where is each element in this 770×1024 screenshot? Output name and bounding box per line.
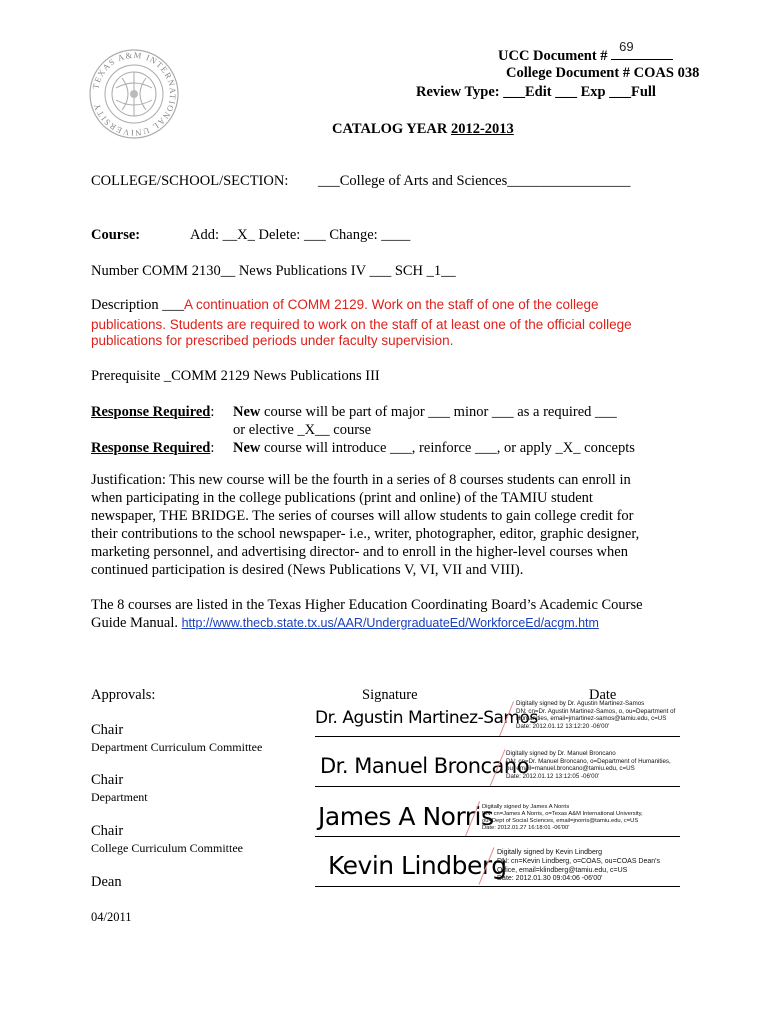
signature-line-1 — [315, 736, 680, 737]
approval-role-2: Chair — [91, 772, 124, 788]
approval-sub-3: College Curriculum Committee — [91, 841, 243, 855]
catalog-year: CATALOG YEAR 2012-2013 — [332, 121, 514, 137]
footer-date: 04/2011 — [91, 910, 132, 924]
approval-role-1: Chair — [91, 722, 124, 738]
date-header: Date — [589, 687, 617, 703]
ucc-number: 69 — [619, 39, 634, 54]
approval-sub-2: Department — [91, 790, 148, 804]
university-seal-icon — [88, 48, 180, 140]
response-required-2: Response Required: — [91, 440, 215, 456]
approval-role-3: Chair — [91, 823, 124, 839]
approval-sub-1: Department Curriculum Committee — [91, 740, 263, 754]
college-document-line: College Document # COAS 038 — [506, 65, 700, 81]
description-line1: Description ___A continuation of COMM 2129. Work on the staff of one of the college — [91, 297, 599, 313]
description-line2: publications. Students are required to work on the staff of at least one of the official college — [91, 317, 632, 332]
response-required-1: Response Required: — [91, 404, 215, 420]
response-2-text: New course will introduce ___, reinforce ___, or apply _X_ concepts — [233, 440, 635, 456]
university-seal — [88, 48, 180, 140]
courses-list-line2: Guide Manual. http://www.thecb.state.tx.us/AAR/UndergraduateEd/WorkforceEd/acgm.htm — [91, 615, 599, 631]
signature-name-4: Kevin Lindberg — [328, 851, 507, 880]
course-label: Course: — [91, 227, 141, 243]
digital-signature-info-2: Digitally signed by Dr. Manuel Broncano DN: cn=Dr. Manuel Broncano, o=Department of Humanities, ou, email=manuel.broncano@tamiu.edu, c=US Date: 2012.01.12 13:12:05 -06'00' — [506, 750, 671, 780]
justification-line4: their contributions to the school newspaper- i.e., writer, photographer, editor, graphic designer, — [91, 526, 640, 542]
catalog-year-value: 2012-2013 — [450, 121, 514, 137]
justification-line6: continued participation is desired (News Publications V, VI, VII and VIII). — [91, 562, 524, 578]
college-value: ___College of Arts and Sciences_________________ — [318, 173, 631, 189]
justification-line5: marketing personnel, and advertising director- and to enroll in the higher-level courses when — [91, 544, 628, 560]
college-label: COLLEGE/SCHOOL/SECTION: — [91, 173, 289, 189]
course-actions: Add: __X_ Delete: ___ Change: ____ — [190, 227, 411, 243]
digital-signature-info-4: Digitally signed by Kevin Lindberg DN: cn=Kevin Lindberg, o=COAS, ou=COAS Dean's Office, email=klindberg@tamiu.edu, c=US Date: 2012.01.30 09:04:06 -06'00' — [497, 849, 661, 883]
description-line3: publications for prescribed periods under faculty supervision. — [91, 333, 454, 348]
justification-line3: newspaper, THE BRIDGE. The series of courses will allow students to gain college credit for — [91, 508, 634, 524]
signature-line-2 — [315, 786, 680, 787]
signature-header: Signature — [362, 687, 418, 703]
digital-signature-info-3: Digitally signed by James A Norris DN: cn=James A Norris, o=Texas A&M International University, ou=Dept of Social Sciences, email=jnorris@tamiu.edu, c=US Date: 2012.01.27 16:18:01 -06'00' — [482, 804, 643, 831]
course-number-line: Number COMM 2130__ News Publications IV ___ SCH _1__ — [91, 263, 456, 279]
signature-name-2: Dr. Manuel Broncano — [320, 754, 530, 778]
approvals-label: Approvals: — [91, 687, 156, 703]
signature-line-3 — [315, 836, 680, 837]
signature-name-3: James A Norris — [318, 802, 494, 831]
response-1-text2: or elective _X__ course — [233, 422, 372, 438]
description-label: Description ___ — [91, 297, 185, 313]
signature-line-4 — [315, 886, 680, 887]
justification-line2: when participating in the college publications (print and online) of the TAMIU student — [91, 490, 593, 506]
review-type-line: Review Type: ___Edit ___ Exp ___Full — [416, 84, 656, 100]
seal-text: TEXAS A&M INTERNATIONAL UNIVERSITY — [90, 49, 179, 139]
approval-role-4: Dean — [91, 874, 122, 890]
courses-list-line1: The 8 courses are listed in the Texas Higher Education Coordinating Board’s Academic Course — [91, 597, 643, 613]
justification-line1: Justification: This new course will be the fourth in a series of 8 courses students can enroll in — [91, 472, 631, 488]
digital-signature-info-1: Digitally signed by Dr. Agustin Martinez-Samos DN: cn=Dr. Agustin Martinez-Samos, o, ou=Department of Humanities, email=jmartinez-samos@tamiu.edu, c=US Date: 2012.01.12 13:12:20 -06'00' — [516, 700, 676, 730]
prerequisite: Prerequisite _COMM 2129 News Publications III — [91, 368, 380, 384]
acgm-link[interactable]: http://www.thecb.state.tx.us/AAR/UndergraduateEd/WorkforceEd/acgm.htm — [181, 616, 599, 630]
ucc-document-line: UCC Document # 69 — [498, 45, 673, 65]
response-1-text: New course will be part of major ___ minor ___ as a required ___ — [233, 404, 617, 420]
signature-name-1: Dr. Agustin Martinez-Samos — [315, 708, 538, 728]
